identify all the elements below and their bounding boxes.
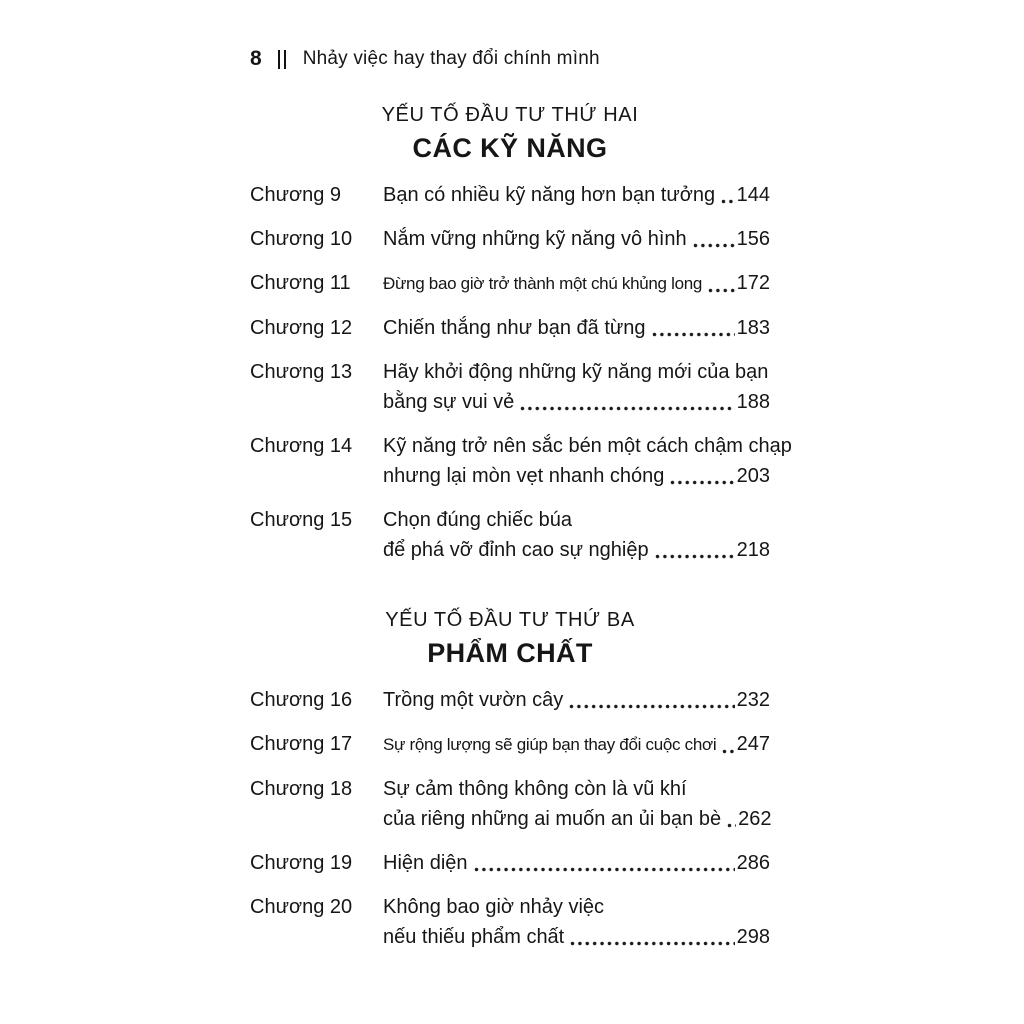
chapter-title: Trồng một vườn cây [383, 689, 564, 711]
toc-entry-chapter-10 [250, 224, 770, 254]
chapter-label: Chương 13 [250, 361, 353, 383]
toc-entry-chapter-19 [250, 848, 770, 878]
chapter-title: Hiện diện [383, 852, 468, 874]
chapter-title: Đừng bao giờ trở thành một chú khủng long [383, 274, 703, 293]
chapter-label: Chương 19 [250, 852, 353, 874]
section-kicker: YẾU TỐ ĐẦU TƯ THỨ HAI [381, 104, 639, 126]
chapter-title-line-2: bằng sự vui vẻ [383, 391, 515, 413]
chapter-label: Chương 14 [250, 435, 353, 457]
dot-leader [721, 748, 734, 755]
toc-entry-chapter-18 [250, 774, 770, 834]
chapter-title: Sự rộng lượng sẽ giúp bạn thay đổi cuộc chơi [383, 735, 717, 754]
chapter-label: Chương 11 [250, 272, 351, 294]
chapter-title-line-2: nhưng lại mòn vẹt nhanh chóng [383, 465, 665, 487]
section-kicker: YẾU TỐ ĐẦU TƯ THỨ BA [385, 609, 635, 631]
chapter-page: 286 [736, 852, 770, 874]
chapter-page: 156 [736, 228, 770, 250]
chapter-label: Chương 12 [250, 317, 353, 339]
section-skills [250, 102, 792, 565]
toc-entry-chapter-11 [250, 268, 770, 299]
chapter-title: Bạn có nhiều kỹ năng hơn bạn tưởng [383, 184, 716, 206]
dot-leader [669, 479, 734, 486]
chapter-page: 144 [736, 184, 770, 206]
dot-leader [568, 703, 734, 710]
chapter-page: 183 [736, 317, 770, 339]
chapter-page: 298 [736, 926, 770, 948]
chapter-label: Chương 10 [250, 228, 353, 250]
toc-entries [250, 685, 770, 952]
toc-entry-chapter-13 [250, 357, 770, 417]
dot-leader [726, 822, 736, 829]
chapter-title-line-1: Sự cảm thông không còn là vũ khí [383, 778, 687, 800]
section-qualities [250, 607, 770, 952]
toc-entry-chapter-16 [250, 685, 770, 715]
toc-entry-chapter-20 [250, 892, 770, 952]
chapter-page: 262 [738, 808, 772, 830]
chapter-title-line-1: Hãy khởi động những kỹ năng mới của bạn [383, 361, 769, 383]
chapter-page: 172 [736, 272, 770, 294]
chapter-title-line-2: để phá vỡ đỉnh cao sự nghiệp [383, 539, 649, 561]
running-head [250, 46, 770, 72]
dot-leader [569, 940, 734, 947]
chapter-title-line-1: Chọn đúng chiếc búa [383, 509, 573, 531]
double-vertical-bar-icon [278, 50, 286, 69]
chapter-page: 218 [736, 539, 770, 561]
dot-leader [654, 553, 735, 560]
chapter-page: 203 [736, 465, 770, 487]
toc-entry-chapter-12 [250, 313, 770, 343]
chapter-title: Nắm vững những kỹ năng vô hình [383, 228, 687, 250]
chapter-label: Chương 20 [250, 896, 353, 918]
dot-leader [707, 287, 735, 294]
chapter-page: 247 [736, 733, 770, 755]
chapter-label: Chương 16 [250, 689, 353, 711]
toc-content [250, 46, 792, 952]
running-title: Nhảy việc hay thay đổi chính mình [302, 48, 600, 69]
chapter-title-line-1: Không bao giờ nhảy việc [383, 896, 605, 918]
toc-entry-chapter-14 [250, 431, 792, 491]
dot-leader [720, 198, 735, 205]
dot-leader [692, 242, 735, 249]
toc-entry-chapter-9 [250, 180, 770, 210]
chapter-title-line-1: Kỹ năng trở nên sắc bén một cách chậm chạp [383, 435, 792, 457]
chapter-page: 232 [736, 689, 770, 711]
toc-entries [250, 180, 792, 565]
toc-entry-chapter-17 [250, 729, 770, 760]
toc-entry-chapter-15 [250, 505, 770, 565]
chapter-page: 188 [736, 391, 770, 413]
dot-leader [651, 331, 735, 338]
section-title: CÁC KỸ NĂNG [412, 133, 608, 163]
dot-leader [473, 866, 735, 873]
chapter-label: Chương 17 [250, 733, 353, 755]
chapter-title-line-2: của riêng những ai muốn an ủi bạn bè [383, 808, 722, 830]
chapter-title: Chiến thắng như bạn đã từng [383, 317, 646, 339]
chapter-label: Chương 15 [250, 509, 353, 531]
dot-leader [519, 405, 734, 412]
chapter-title-line-2: nếu thiếu phẩm chất [383, 926, 565, 948]
section-title: PHẨM CHẤT [427, 638, 593, 668]
chapter-label: Chương 18 [250, 778, 353, 800]
chapter-label: Chương 9 [250, 184, 341, 206]
page-number: 8 [250, 47, 262, 70]
